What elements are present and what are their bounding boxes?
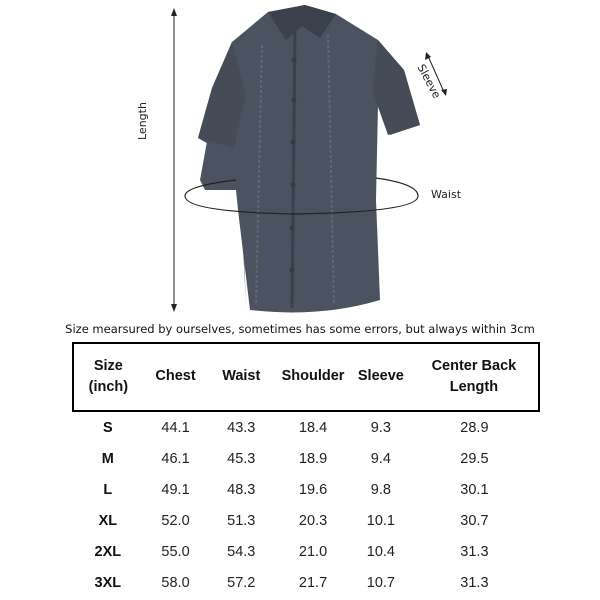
measurement-cell: 18.4	[298, 419, 328, 436]
measurement-cell: 52.0	[161, 512, 190, 529]
measurement-cell: 20.3	[298, 512, 328, 529]
table-row	[73, 567, 539, 598]
header-shoulder: Shoulder	[281, 368, 345, 385]
waist-label: Waist	[431, 188, 462, 201]
table-header-row	[73, 343, 539, 411]
measurement-cell: 10.1	[366, 512, 395, 529]
measurement-cell: 51.3	[227, 512, 256, 529]
measurement-cell: 21.7	[298, 574, 328, 591]
length-label: Length	[136, 102, 149, 140]
measurement-cell: 48.3	[227, 481, 256, 498]
header-chest: Chest	[155, 368, 196, 385]
measurement-cell: 30.7	[460, 512, 489, 529]
measurement-cell: 30.1	[460, 481, 489, 498]
size-cell: 3XL	[94, 574, 122, 591]
measurement-cell: 43.3	[227, 419, 256, 436]
shirt-button	[291, 140, 296, 145]
measurement-note: Size mearsured by ourselves, sometimes has some errors, but always within 3cm	[65, 322, 535, 336]
length-arrow-head-bottom	[171, 304, 177, 312]
measurement-cell: 46.1	[161, 450, 190, 467]
table-row	[73, 443, 539, 474]
shirt-button	[292, 58, 297, 63]
measurement-cell: 55.0	[161, 543, 190, 560]
table-body	[73, 411, 539, 598]
table-row	[73, 536, 539, 567]
measurement-cell: 29.5	[460, 450, 489, 467]
header-center-back-length: Center Back Length	[431, 357, 517, 395]
header-waist: Waist	[222, 368, 261, 385]
measurement-cell: 31.3	[460, 543, 489, 560]
measurement-cell: 54.3	[227, 543, 256, 560]
size-chart-table	[72, 342, 540, 598]
sleeve-label: Sleeve	[414, 62, 444, 101]
length-arrow-head-top	[171, 8, 177, 16]
measurement-cell: 31.3	[460, 574, 489, 591]
measurement-cell: 10.4	[366, 543, 395, 560]
measurement-cell: 9.3	[370, 419, 391, 436]
shirt-right-sleeve	[372, 40, 420, 135]
header-sleeve: Sleeve	[357, 368, 404, 385]
measurement-cell: 49.1	[161, 481, 190, 498]
table-row	[73, 411, 539, 443]
size-cell: XL	[98, 512, 118, 529]
measurement-cell: 10.7	[366, 574, 395, 591]
measurement-cell: 58.0	[161, 574, 190, 591]
measurement-cell: 28.9	[460, 419, 489, 436]
shirt-button	[290, 268, 295, 273]
shirt-button	[291, 183, 296, 188]
sleeve-arrow-head-top	[425, 52, 431, 60]
measurement-cell: 19.6	[298, 481, 328, 498]
table-row	[73, 474, 539, 505]
size-cell: 2XL	[94, 543, 122, 560]
measurement-cell: 18.9	[298, 450, 328, 467]
measurement-cell: 57.2	[227, 574, 256, 591]
measurement-cell: 21.0	[298, 543, 328, 560]
shirt-button	[292, 98, 297, 103]
size-cell: S	[103, 419, 113, 436]
size-cell: L	[103, 481, 113, 498]
size-cell: M	[101, 450, 114, 467]
measurement-cell: 44.1	[161, 419, 190, 436]
measurement-cell: 45.3	[227, 450, 256, 467]
measurement-cell: 9.4	[370, 450, 391, 467]
shirt-button	[290, 226, 295, 231]
measurement-cell: 9.8	[370, 481, 391, 498]
header-size: Size (inch)	[88, 357, 129, 395]
table-row	[73, 505, 539, 536]
